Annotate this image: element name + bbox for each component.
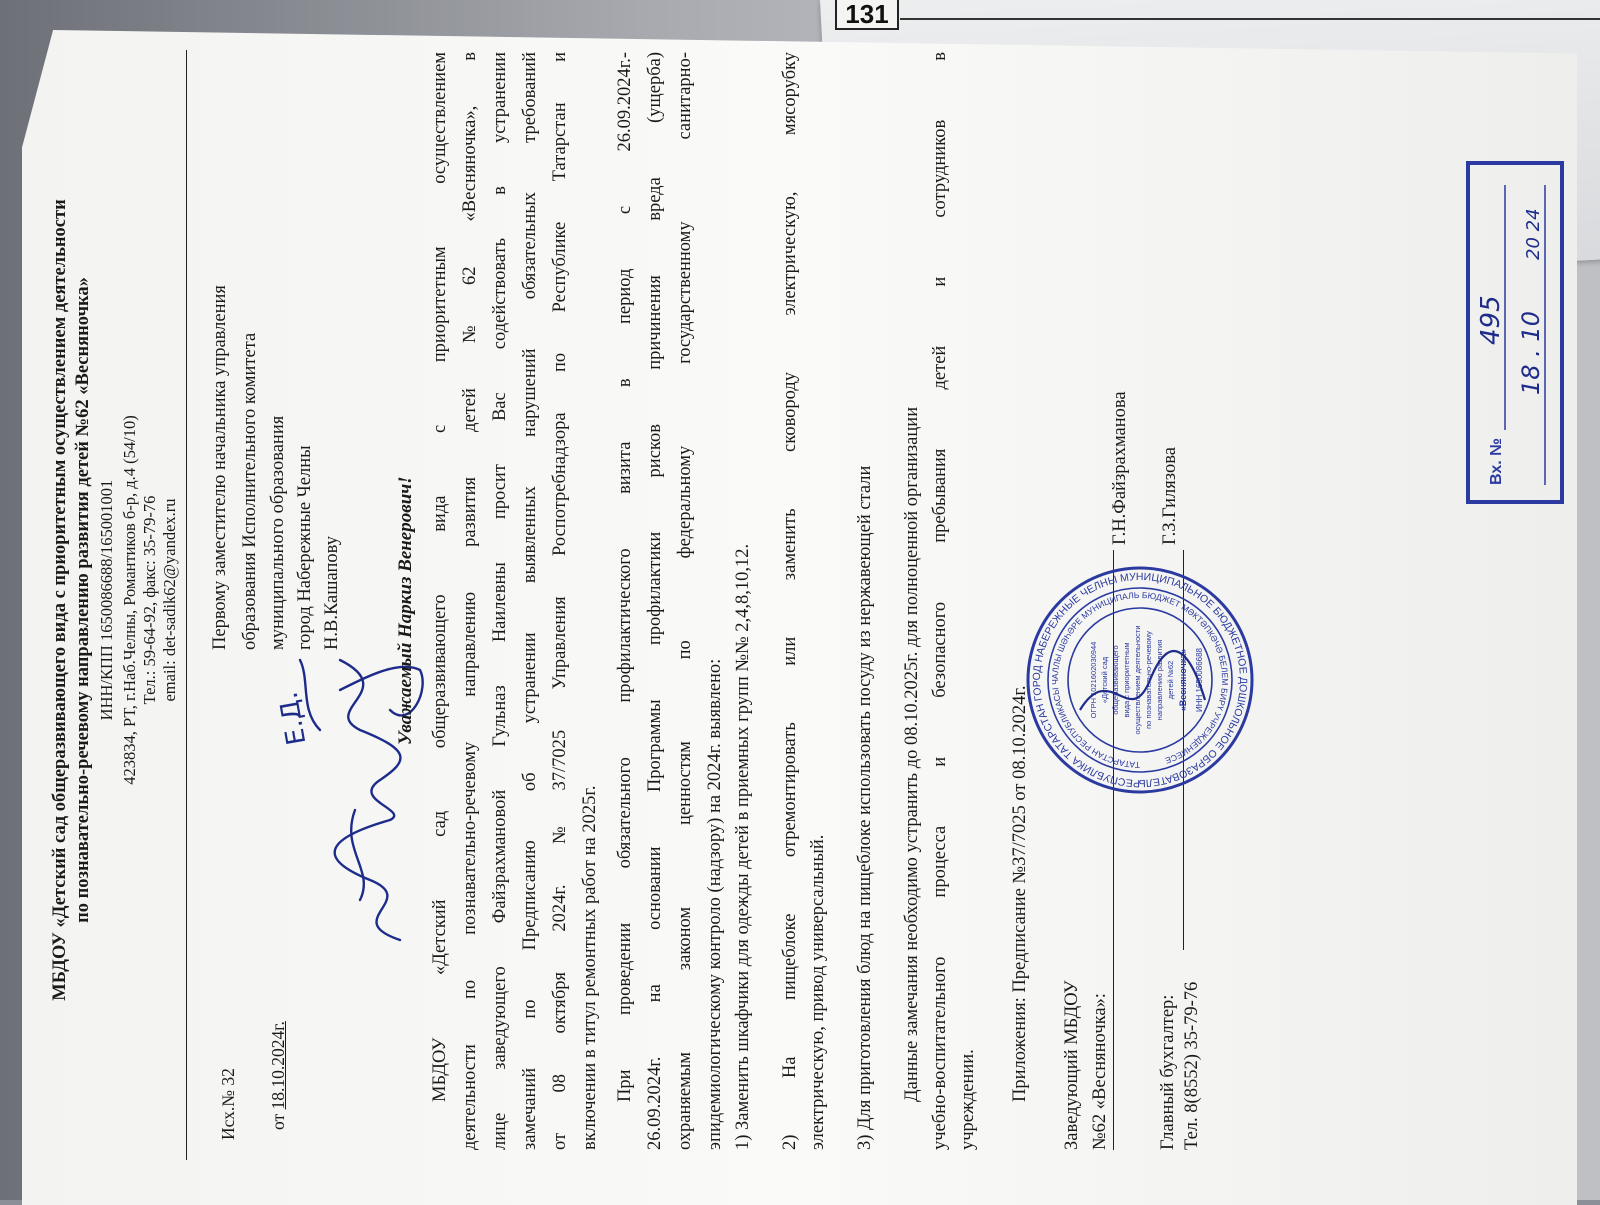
page-number-rule — [900, 18, 1600, 20]
body-line: от 08 октября 2024г. №37/7025 Управления Роспотребнадзора по Республике Татарстан и — [550, 52, 570, 1150]
addressee-line: Первому заместителю начальника управления — [210, 285, 230, 650]
outgoing-number: Исх.№ 32 — [218, 1068, 238, 1140]
seal-outer-text: РЕСПУБЛИКА ТАТАРСТАН ГОРОД НАБЕРЕЖНЫЕ ЧЕЛНЫ МУНИЦИПАЛЬНОЕ БЮДЖЕТНОЕ ДОШКОЛЬНОЕ ОБРАЗОВАТЕЛЬ — [1030, 570, 1250, 790]
body-line: МБДОУ «Детский сад общеразвивающего вида с приоритетным осуществлением — [430, 52, 450, 1102]
head-signer-title: №62 «Весняночка»: — [1090, 993, 1110, 1150]
body-line: учреждении. — [958, 1049, 978, 1150]
body-line: лице заведующего Файзрахмановой Гульназ Наилевны просит Вас содействовать в устранении — [490, 52, 510, 1150]
accountant-name: Г.З.Гилязова — [1160, 447, 1180, 545]
seal-center-line: по познавательно-речевому — [1144, 631, 1153, 729]
body-line: учебно-воспитательного процесса и безопасного пребывания детей и сотрудников в — [930, 52, 950, 1150]
body-line: включении в титул ремонтных работ на 2025г. — [580, 785, 600, 1150]
head-signer-name: Г.Н.Файзрахманова — [1110, 391, 1130, 545]
body-line: эпидемиологическому контроло (надзору) на 2024г. выявлено: — [705, 658, 725, 1150]
addressee-line: город Набережные Челны — [295, 445, 315, 650]
outgoing-date: 18.10.2024г. — [268, 1021, 288, 1110]
addressee-line: образования Исполнительного комитета — [240, 332, 260, 650]
round-seal-graphic — [1020, 560, 1260, 800]
resolution-initials: Е.Д. — [273, 689, 313, 748]
org-address: 423834, РТ, г.Наб.Челны, Романтиков б-р, д.4 (54/10) — [120, 415, 139, 785]
accountant-title: Главный бухгалтер: — [1158, 994, 1178, 1150]
finding-item: 2) На пищеблоке отремонтировать или заменить сковороду электрическую, мясорубку — [780, 52, 800, 1150]
head-signer-title: Заведующий МБДОУ — [1062, 980, 1082, 1150]
seal-inn: ИНН 1650086688 — [1195, 647, 1204, 713]
body-line: деятельности по познавательно-речевому направлению развития детей №62 «Весняночка», в — [460, 52, 480, 1150]
seal-center-line: ОГРН 1021602030944 — [1089, 641, 1098, 719]
registration-year: 20 24 — [1523, 208, 1544, 260]
org-email: email: det-sadik62@yandex.ru — [160, 498, 179, 702]
org-title-line2: по познавательно-речевому направлению развития детей №62 «Весняночка» — [73, 277, 93, 923]
attachment-line: Приложения: Предписание №37/7025 от 08.10.2024г. — [1010, 685, 1030, 1102]
seal-center-line: вида с приоритетным — [1122, 642, 1131, 718]
body-line: охраняемым законом ценностям по федеральному государственному санитарно- — [675, 52, 695, 1150]
finding-item: электрическую, привод универсальный. — [808, 834, 828, 1150]
page-number-badge: 131 — [835, 0, 899, 30]
registration-stamp — [1465, 160, 1565, 505]
header-rule — [186, 50, 187, 1160]
body-line: 26.09.2024г. на основании Программы профилактики рисков причинения вреда (ущерба) — [645, 52, 665, 1150]
body-line: замечаний по Предписанию об устранении выявленных нарушений обязательных требований — [520, 52, 540, 1150]
addressee-line: муниципального образования — [268, 415, 288, 650]
seal-center-line: общеразвивающего — [1111, 645, 1120, 715]
org-inn: ИНН/КПП 1650086688/165001001 — [97, 479, 116, 721]
seal-center-line: «Весняночка» — [1178, 648, 1188, 712]
finding-item: 1) Заменить шкафчики для одежды детей в приемных групп №№ 2,4,8,10,12. — [733, 543, 753, 1150]
body-line: При проведении обязательного профилактического визита в период с 26.09.2024г.- — [615, 52, 635, 1102]
round-seal — [1020, 560, 1260, 800]
outgoing-date-prefix: от — [268, 1113, 288, 1130]
registration-label: Вх. № — [1488, 438, 1505, 485]
accountant-phone: Тел. 8(8552) 35-79-76 — [1182, 981, 1202, 1150]
org-phone: Тел.: 59-64-92, факс: 35-79-76 — [140, 495, 159, 705]
registration-number: 495 — [1476, 295, 1506, 345]
addressee-line: Н.В.Кашапову — [322, 536, 342, 650]
seal-center-line: осуществлением деятельности — [1133, 625, 1142, 735]
org-title-line1: МБДОУ «Детский сад общеразвивающего вида с приоритетным осуществлением деятельности — [50, 199, 70, 1001]
outgoing-date-line — [268, 1021, 289, 1130]
seal-inner-text: ТАТАРСТАН РЕСПУБЛИКАСЫ ЧАЛЛЫ ШӘҺӘРЕ МУНИЦИПАЛЬ БЮДЖЕТ МӘКТӘПКӘЧӘ БЕЛЕМ БИРҮ УЧРЕЖДЕНИЕСЕ — [1049, 589, 1231, 771]
greeting: Уважаемый Наркиз Венерович! — [395, 476, 416, 745]
finding-item: 3) Для приготовления блюд на пищеблоке использовать посуду из нержавеющей стали — [855, 465, 875, 1150]
body-line: Данные замечания необходимо устранить до 08.10.2025г. для полноценной организации — [902, 406, 922, 1102]
seal-center-line: детей №62 — [1166, 660, 1175, 700]
registration-date: 18 . 10 — [1517, 311, 1545, 395]
seal-center-line: направлению развития — [1155, 639, 1164, 721]
letter-document — [40, 40, 1550, 1160]
registration-stamp-graphic — [1465, 160, 1565, 505]
seal-center-line: «Детский сад — [1100, 656, 1109, 704]
